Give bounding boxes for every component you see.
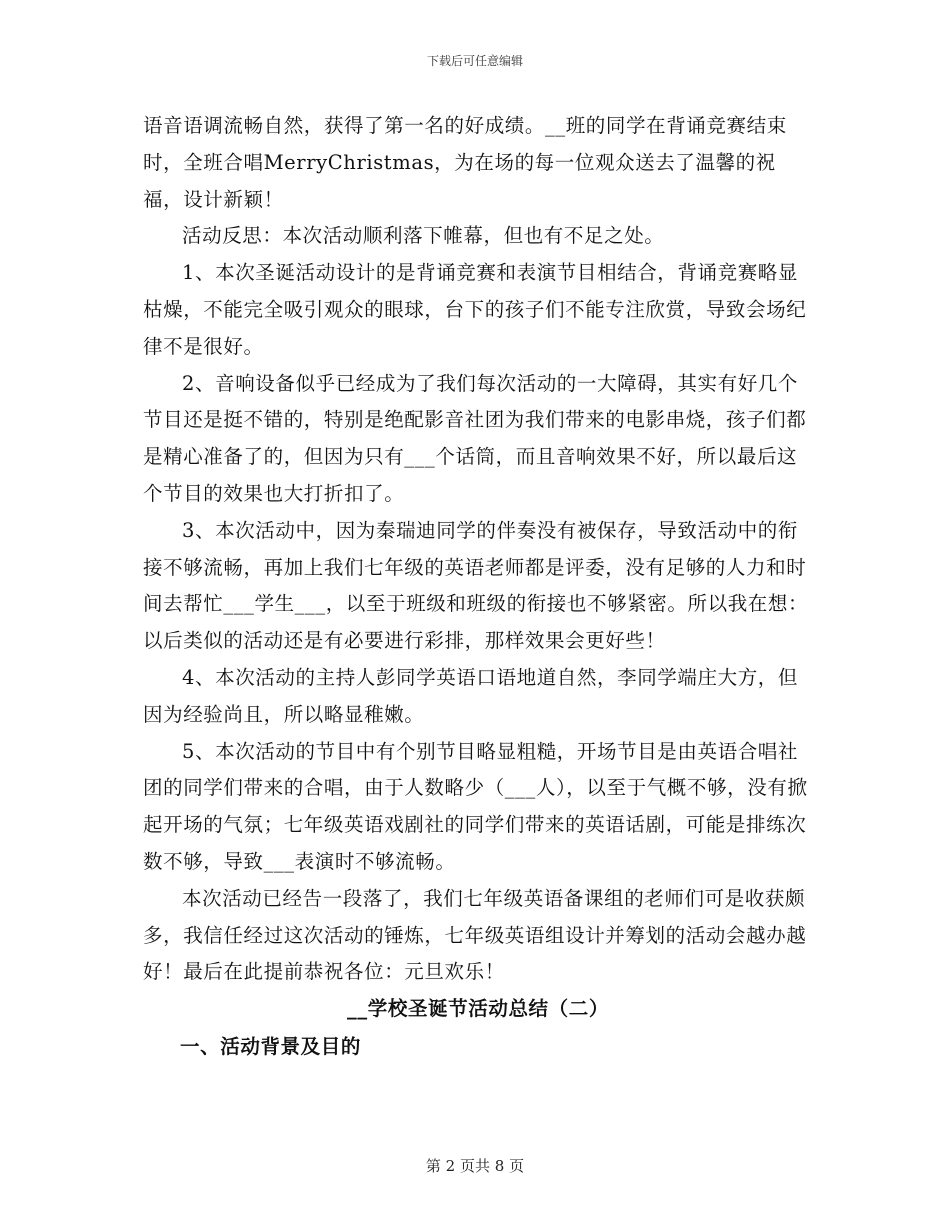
paragraph-point-1: 1、本次圣诞活动设计的是背诵竞赛和表演节目相结合，背诵竞赛略显枯燥，不能完全吸引观众的眼球，台下的孩子们不能专注欣赏，导致会场纪律不是很好。 bbox=[143, 261, 807, 358]
page-number: 第 2 页共 8 页 bbox=[425, 1157, 525, 1175]
document-body bbox=[143, 108, 813, 1066]
paragraph-point-5: 5、本次活动的节目中有个别节目略显粗糙，开场节目是由英语合唱社团的同学们带来的合唱，由于人数略少（___人），以至于气概不够，没有掀起开场的气氛；七年级英语戏剧社的同学们带来的英语话剧，可能是排练次数不够，导致___表演时不够流畅。 bbox=[143, 739, 808, 873]
paragraph-reflection-intro: 活动反思：本次活动顺利落下帷幕，但也有不足之处。 bbox=[182, 224, 665, 248]
document-title: __学校圣诞节活动总结（二） bbox=[347, 997, 609, 1021]
paragraph-point-4: 4、本次活动的主持人彭同学英语口语地道自然，李同学端庄大方，但因为经验尚且，所以略显稚嫩。 bbox=[143, 665, 799, 726]
paragraph-continuation: 语音语调流畅自然，获得了第一名的好成绩。__班的同学在背诵竞赛结束时，全班合唱MerryChristmas，为在场的每一位观众送去了温馨的祝福，设计新颖！ bbox=[143, 114, 787, 211]
paragraph-point-3: 3、本次活动中，因为秦瑞迪同学的伴奏没有被保存，导致活动中的衔接不够流畅，再加上我们七年级的英语老师都是评委，没有足够的人力和时间去帮忙___学生___，以至于班级和班级的衔接也不够紧密。所以我在想：以后类似的活动还是有必要进行彩排，那样效果会更好些！ bbox=[143, 518, 809, 653]
section-heading: 一、活动背景及目的 bbox=[180, 1034, 361, 1058]
page-header: 下载后可任意编辑 bbox=[426, 54, 523, 68]
paragraph-conclusion: 本次活动已经告一段落了，我们七年级英语备课组的老师们可是收获颇多，我信任经过这次活动的锤炼，七年级英语组设计并筹划的活动会越办越好！最后在此提前恭祝各位：元旦欢乐！ bbox=[143, 886, 807, 984]
paragraph-point-2: 2、音响设备似乎已经成为了我们每次活动的一大障碍，其实有好几个节目还是挺不错的，特别是绝配影音社团为我们带来的电影串烧，孩子们都是精心准备了的，但因为只有___个话筒，而且音响效果不好，所以最后这个节目的效果也大打折扣了。 bbox=[143, 371, 807, 505]
